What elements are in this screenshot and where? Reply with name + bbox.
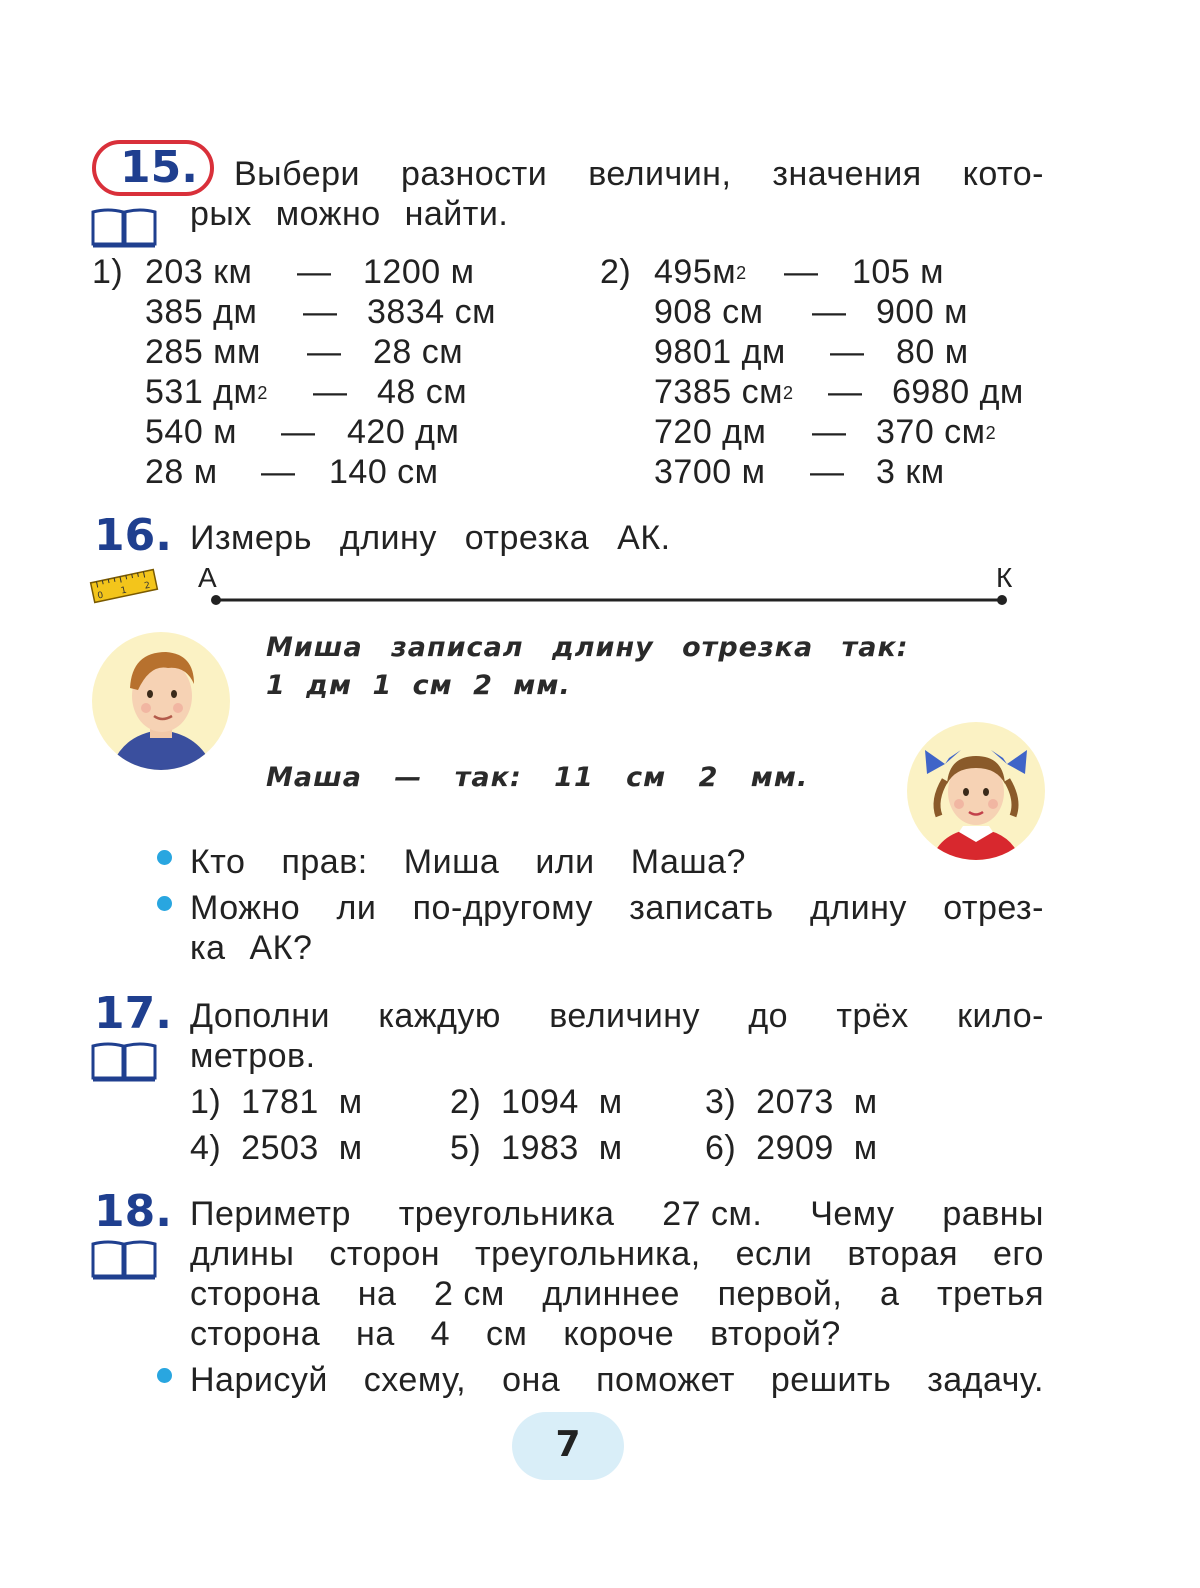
misha-avatar bbox=[90, 630, 232, 777]
ex18-text-line1: Периметр треугольника 27 см. Чему равны bbox=[190, 1195, 1044, 1233]
ex15-number-badge bbox=[92, 140, 214, 196]
ex15-left-item: 540 м — 420 дм bbox=[145, 413, 460, 451]
ex16-number: 16. bbox=[94, 510, 172, 561]
book-icon bbox=[90, 206, 158, 248]
ex15-right-item: 908 см — 900 м bbox=[654, 293, 969, 331]
ruler-icon bbox=[88, 566, 160, 611]
ex15-left-item: 203 км — 1200 м bbox=[145, 253, 475, 291]
segment-ak bbox=[208, 590, 1012, 615]
ex17-text-line1: Дополни каждую величину до трёх кило- bbox=[190, 997, 1044, 1035]
ex16-question2-line1: Можно ли по-другому записать длину отрез- bbox=[190, 889, 1044, 927]
page-number-badge bbox=[512, 1412, 624, 1480]
point-a-label: А bbox=[198, 562, 217, 593]
ruler-tick-2: 2 bbox=[143, 580, 152, 592]
ex18-bullet: Нарисуй схему, она поможет решить задачу. bbox=[190, 1361, 1044, 1399]
misha-line2: 1 дм 1 см 2 мм. bbox=[266, 670, 571, 701]
ex15-right-item: 9801 дм — 80 м bbox=[654, 333, 969, 371]
ex17-number: 17. bbox=[94, 988, 172, 1039]
ex17-item: 5) 1983 м bbox=[450, 1129, 623, 1167]
ex15-number: 15. bbox=[120, 142, 198, 193]
page-number: 7 bbox=[555, 1424, 581, 1465]
ex17-item: 2) 1094 м bbox=[450, 1083, 623, 1121]
ex18-text-line4: сторона на 4 см короче второй? bbox=[190, 1315, 841, 1353]
masha-line: Маша — так: 11 см 2 мм. bbox=[266, 762, 809, 793]
masha-avatar bbox=[905, 720, 1047, 867]
ex15-right-item: 3700 м — 3 км bbox=[654, 453, 945, 491]
book-icon bbox=[90, 1040, 158, 1082]
book-icon bbox=[90, 1238, 158, 1280]
ex15-left-item: 531 $дм^2$ — 48 см bbox=[145, 373, 468, 411]
bullet-dot bbox=[157, 850, 172, 865]
ex16-text: Измерь длину отрезка АК. bbox=[190, 519, 671, 557]
ex16-question2-line2: ка АК? bbox=[190, 929, 313, 967]
ruler-tick-0: 0 bbox=[96, 590, 105, 602]
ex17-item: 4) 2503 м bbox=[190, 1129, 363, 1167]
misha-line1: Миша записал длину отрезка так: bbox=[266, 632, 909, 663]
ex15-text-line1: Выбери разности величин, значения кото- bbox=[234, 155, 1044, 193]
ex17-item: 1) 1781 м bbox=[190, 1083, 363, 1121]
ex17-item: 6) 2909 м bbox=[705, 1129, 878, 1167]
bullet-dot bbox=[157, 1368, 172, 1383]
ex15-left-item: 28 м — 140 см bbox=[145, 453, 439, 491]
bullet-dot bbox=[157, 896, 172, 911]
ex15-left-item: 285 мм — 28 см bbox=[145, 333, 464, 371]
ex15-left-label: 1) bbox=[92, 253, 124, 291]
ex15-text-line2: рых можно найти. bbox=[190, 195, 509, 233]
ex15-right-label: 2) bbox=[600, 253, 632, 291]
ex18-number: 18. bbox=[94, 1186, 172, 1237]
point-k-label: К bbox=[996, 562, 1013, 593]
ex18-text-line2: длины сторон треугольника, если вторая его bbox=[190, 1235, 1044, 1273]
ex15-right-item: 7385 $см^2$ — 6980 дм bbox=[654, 373, 1024, 411]
ex18-text-line3: сторона на 2 см длиннее первой, а третья bbox=[190, 1275, 1044, 1313]
ex17-text-line2: метров. bbox=[190, 1037, 316, 1075]
ruler-tick-1: 1 bbox=[120, 585, 128, 597]
ex15-left-item: 385 дм — 3834 см bbox=[145, 293, 496, 331]
ex15-right-item: $495м^2$ — 105 м bbox=[654, 253, 945, 291]
ex16-question1: Кто прав: Миша или Маша? bbox=[190, 843, 746, 881]
ex17-item: 3) 2073 м bbox=[705, 1083, 878, 1121]
ex15-right-item: 720 дм — 370 $см^2$ bbox=[654, 413, 997, 451]
